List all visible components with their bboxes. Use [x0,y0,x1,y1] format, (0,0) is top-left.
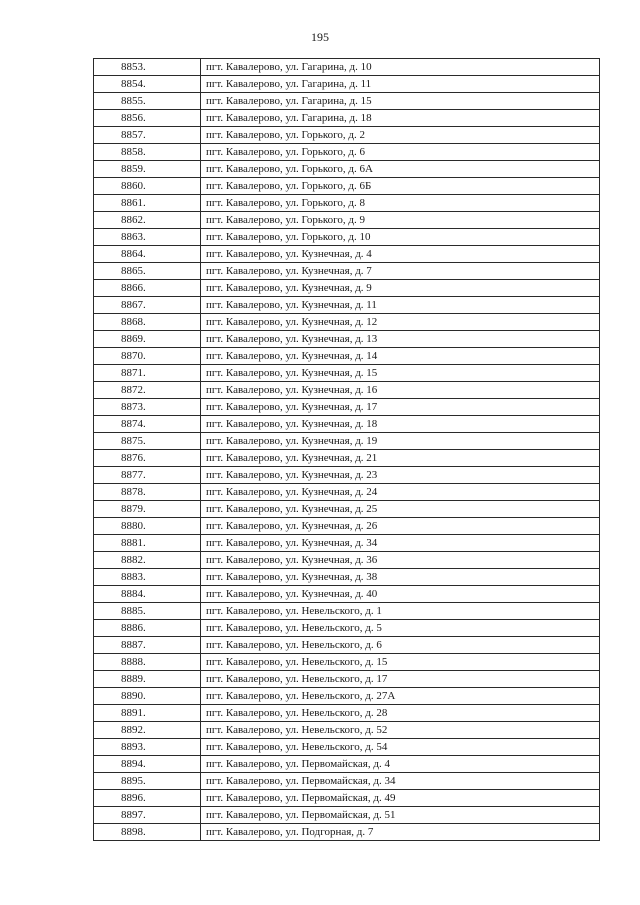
address-cell: пгт. Кавалерово, ул. Горького, д. 9 [201,212,600,229]
address-cell: пгт. Кавалерово, ул. Кузнечная, д. 36 [201,552,600,569]
table-row [94,212,600,229]
address-cell: пгт. Кавалерово, ул. Кузнечная, д. 14 [201,348,600,365]
address-cell: пгт. Кавалерово, ул. Горького, д. 6Б [201,178,600,195]
address-cell: пгт. Кавалерово, ул. Кузнечная, д. 19 [201,433,600,450]
row-number-cell: 8854. [94,76,201,93]
row-number-cell: 8860. [94,178,201,195]
row-number-cell: 8853. [94,59,201,76]
address-cell: пгт. Кавалерово, ул. Кузнечная, д. 26 [201,518,600,535]
table-row [94,416,600,433]
row-number-cell: 8870. [94,348,201,365]
row-number-cell: 8866. [94,280,201,297]
address-cell: пгт. Кавалерово, ул. Невельского, д. 15 [201,654,600,671]
address-table [93,58,600,841]
table-row [94,501,600,518]
address-cell: пгт. Кавалерово, ул. Невельского, д. 6 [201,637,600,654]
address-cell: пгт. Кавалерово, ул. Кузнечная, д. 25 [201,501,600,518]
row-number-cell: 8889. [94,671,201,688]
table-row [94,144,600,161]
row-number-cell: 8898. [94,824,201,841]
address-cell: пгт. Кавалерово, ул. Невельского, д. 27А [201,688,600,705]
address-cell: пгт. Кавалерово, ул. Горького, д. 8 [201,195,600,212]
table-row [94,195,600,212]
table-row [94,280,600,297]
table-row [94,790,600,807]
row-number-cell: 8871. [94,365,201,382]
address-cell: пгт. Кавалерово, ул. Невельского, д. 52 [201,722,600,739]
row-number-cell: 8890. [94,688,201,705]
row-number-cell: 8868. [94,314,201,331]
table-row [94,756,600,773]
row-number-cell: 8864. [94,246,201,263]
row-number-cell: 8881. [94,535,201,552]
table-row [94,671,600,688]
table-row [94,637,600,654]
row-number-cell: 8894. [94,756,201,773]
row-number-cell: 8859. [94,161,201,178]
table-row [94,229,600,246]
address-cell: пгт. Кавалерово, ул. Кузнечная, д. 7 [201,263,600,280]
table-row [94,552,600,569]
table-row [94,807,600,824]
address-cell: пгт. Кавалерово, ул. Кузнечная, д. 11 [201,297,600,314]
address-cell: пгт. Кавалерово, ул. Первомайская, д. 34 [201,773,600,790]
row-number-cell: 8862. [94,212,201,229]
table-row [94,824,600,841]
table-row [94,382,600,399]
address-cell: пгт. Кавалерово, ул. Кузнечная, д. 38 [201,569,600,586]
table-row [94,518,600,535]
table-row [94,263,600,280]
table-row [94,620,600,637]
row-number-cell: 8875. [94,433,201,450]
table-row [94,348,600,365]
address-cell: пгт. Кавалерово, ул. Подгорная, д. 7 [201,824,600,841]
address-cell: пгт. Кавалерово, ул. Гагарина, д. 10 [201,59,600,76]
row-number-cell: 8858. [94,144,201,161]
address-cell: пгт. Кавалерово, ул. Кузнечная, д. 40 [201,586,600,603]
row-number-cell: 8865. [94,263,201,280]
table-row [94,93,600,110]
table-row [94,246,600,263]
address-cell: пгт. Кавалерово, ул. Невельского, д. 28 [201,705,600,722]
row-number-cell: 8880. [94,518,201,535]
address-cell: пгт. Кавалерово, ул. Горького, д. 10 [201,229,600,246]
row-number-cell: 8884. [94,586,201,603]
address-cell: пгт. Кавалерово, ул. Гагарина, д. 15 [201,93,600,110]
address-cell: пгт. Кавалерово, ул. Первомайская, д. 49 [201,790,600,807]
row-number-cell: 8879. [94,501,201,518]
table-row [94,178,600,195]
table-row [94,535,600,552]
table-row [94,161,600,178]
row-number-cell: 8895. [94,773,201,790]
address-cell: пгт. Кавалерово, ул. Кузнечная, д. 17 [201,399,600,416]
address-cell: пгт. Кавалерово, ул. Кузнечная, д. 15 [201,365,600,382]
table-row [94,297,600,314]
row-number-cell: 8856. [94,110,201,127]
row-number-cell: 8861. [94,195,201,212]
address-cell: пгт. Кавалерово, ул. Кузнечная, д. 13 [201,331,600,348]
table-row [94,654,600,671]
row-number-cell: 8867. [94,297,201,314]
table-row [94,722,600,739]
address-cell: пгт. Кавалерово, ул. Первомайская, д. 4 [201,756,600,773]
table-row [94,127,600,144]
address-cell: пгт. Кавалерово, ул. Невельского, д. 5 [201,620,600,637]
table-row [94,110,600,127]
row-number-cell: 8883. [94,569,201,586]
table-row [94,59,600,76]
row-number-cell: 8869. [94,331,201,348]
row-number-cell: 8855. [94,93,201,110]
address-cell: пгт. Кавалерово, ул. Кузнечная, д. 4 [201,246,600,263]
table-row [94,467,600,484]
table-row [94,331,600,348]
address-cell: пгт. Кавалерово, ул. Горького, д. 6 [201,144,600,161]
table-row [94,586,600,603]
row-number-cell: 8893. [94,739,201,756]
table-row [94,688,600,705]
row-number-cell: 8896. [94,790,201,807]
table-row [94,569,600,586]
row-number-cell: 8872. [94,382,201,399]
row-number-cell: 8876. [94,450,201,467]
row-number-cell: 8877. [94,467,201,484]
address-cell: пгт. Кавалерово, ул. Кузнечная, д. 23 [201,467,600,484]
table-row [94,433,600,450]
address-cell: пгт. Кавалерово, ул. Невельского, д. 54 [201,739,600,756]
table-row [94,450,600,467]
row-number-cell: 8882. [94,552,201,569]
row-number-cell: 8886. [94,620,201,637]
address-cell: пгт. Кавалерово, ул. Невельского, д. 1 [201,603,600,620]
row-number-cell: 8891. [94,705,201,722]
address-cell: пгт. Кавалерово, ул. Первомайская, д. 51 [201,807,600,824]
row-number-cell: 8863. [94,229,201,246]
address-cell: пгт. Кавалерово, ул. Кузнечная, д. 12 [201,314,600,331]
row-number-cell: 8857. [94,127,201,144]
table-row [94,399,600,416]
row-number-cell: 8888. [94,654,201,671]
table-row [94,76,600,93]
table-row [94,603,600,620]
address-cell: пгт. Кавалерово, ул. Невельского, д. 17 [201,671,600,688]
row-number-cell: 8885. [94,603,201,620]
table-row [94,739,600,756]
row-number-cell: 8897. [94,807,201,824]
address-cell: пгт. Кавалерово, ул. Кузнечная, д. 21 [201,450,600,467]
address-cell: пгт. Кавалерово, ул. Горького, д. 6А [201,161,600,178]
row-number-cell: 8878. [94,484,201,501]
table-row [94,773,600,790]
address-cell: пгт. Кавалерово, ул. Кузнечная, д. 34 [201,535,600,552]
page-number: 195 [311,30,329,44]
address-table-body [94,59,600,841]
address-cell: пгт. Кавалерово, ул. Гагарина, д. 11 [201,76,600,93]
address-cell: пгт. Кавалерово, ул. Кузнечная, д. 18 [201,416,600,433]
table-row [94,314,600,331]
row-number-cell: 8874. [94,416,201,433]
address-cell: пгт. Кавалерово, ул. Кузнечная, д. 16 [201,382,600,399]
row-number-cell: 8887. [94,637,201,654]
row-number-cell: 8873. [94,399,201,416]
address-cell: пгт. Кавалерово, ул. Горького, д. 2 [201,127,600,144]
table-row [94,705,600,722]
table-row [94,484,600,501]
table-row [94,365,600,382]
row-number-cell: 8892. [94,722,201,739]
address-cell: пгт. Кавалерово, ул. Гагарина, д. 18 [201,110,600,127]
address-cell: пгт. Кавалерово, ул. Кузнечная, д. 9 [201,280,600,297]
address-cell: пгт. Кавалерово, ул. Кузнечная, д. 24 [201,484,600,501]
